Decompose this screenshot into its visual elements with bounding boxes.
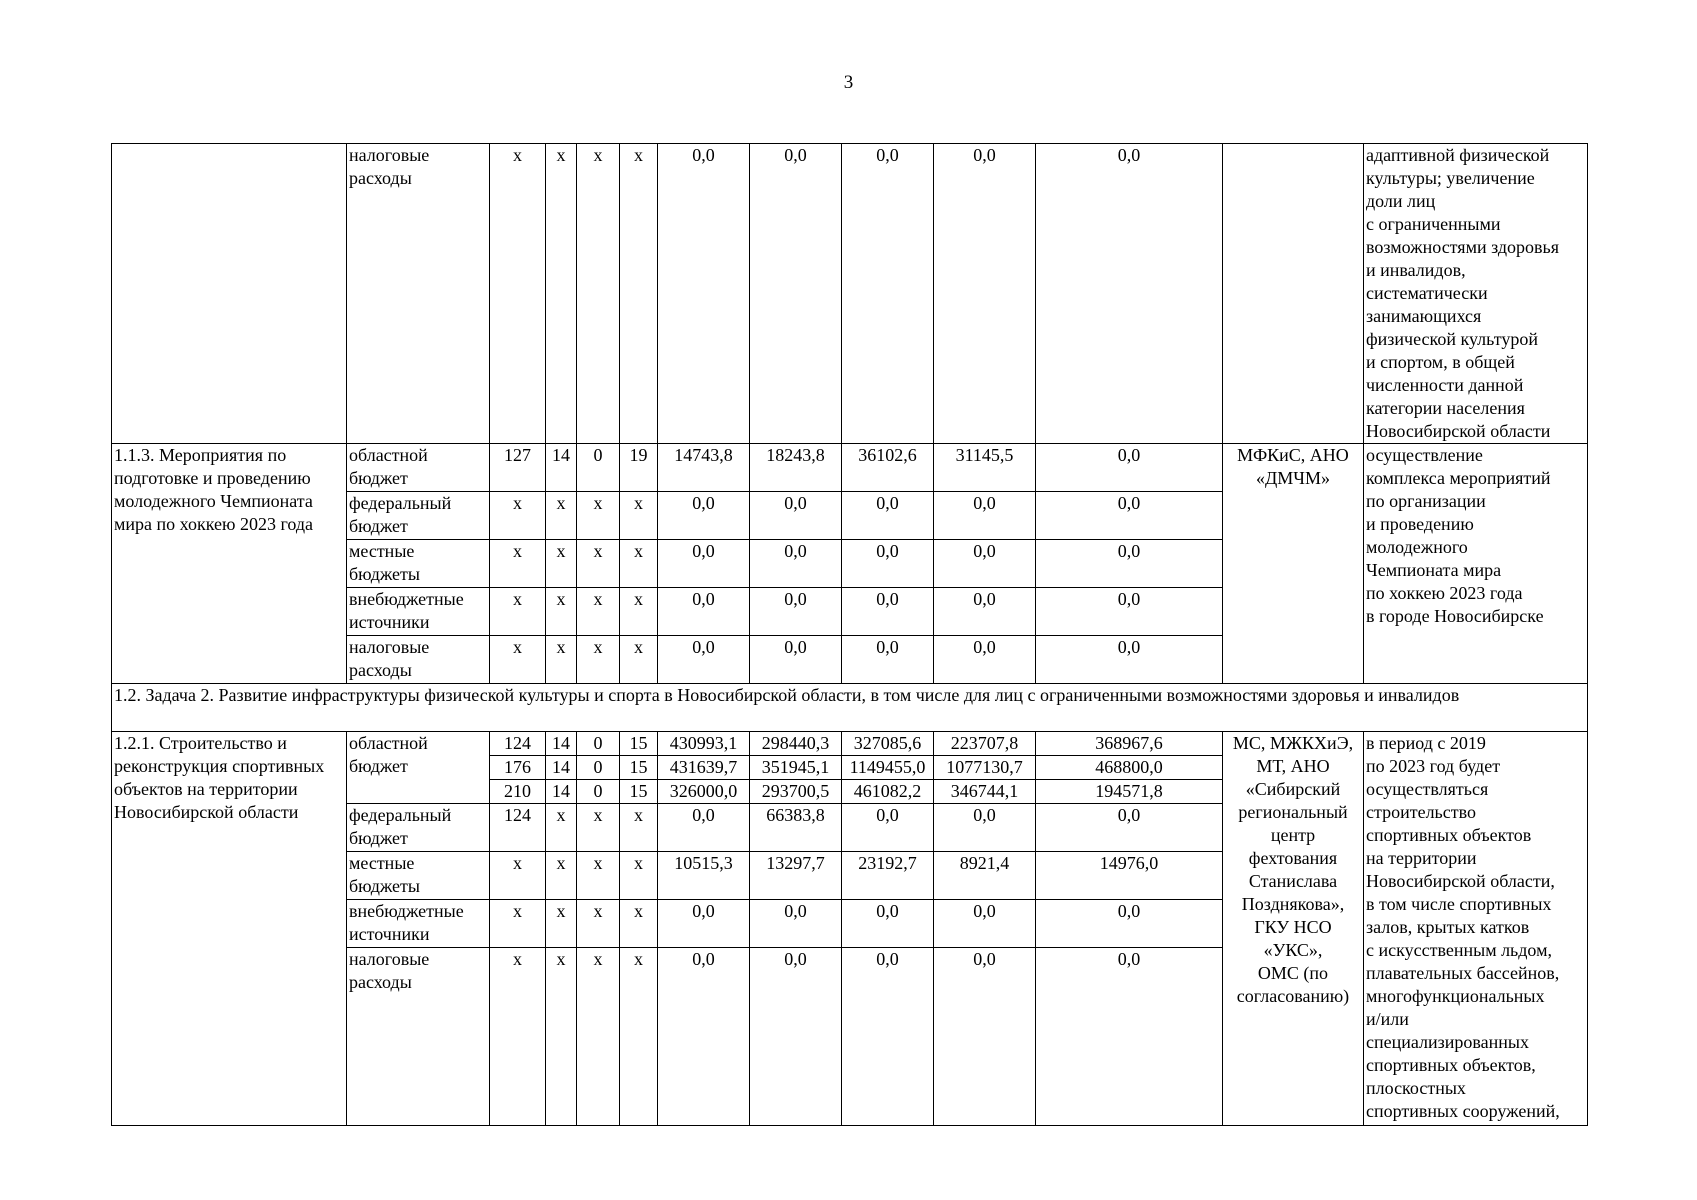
value-cell: 0,0 <box>842 636 934 684</box>
funding-source-cell: областной бюджет <box>347 732 490 804</box>
code-cell: 0 <box>577 756 620 780</box>
value-cell: 1149455,0 <box>842 756 934 780</box>
value-cell: 223707,8 <box>934 732 1036 756</box>
value-cell: 18243,8 <box>750 444 842 492</box>
value-cell: 0,0 <box>750 144 842 444</box>
code-cell: 15 <box>620 756 658 780</box>
funding-source-cell: налоговые расходы <box>347 948 490 1126</box>
code-cell: 127 <box>490 444 546 492</box>
code-cell: 14 <box>546 444 577 492</box>
value-cell: 0,0 <box>934 588 1036 636</box>
code-cell: х <box>490 852 546 900</box>
value-cell: 23192,7 <box>842 852 934 900</box>
table-body <box>112 144 1588 1126</box>
value-cell: 0,0 <box>934 948 1036 1126</box>
funding-source-cell: внебюджетные источники <box>347 588 490 636</box>
code-cell: х <box>577 492 620 540</box>
executor-line: Станислава <box>1248 871 1338 891</box>
value-cell: 0,0 <box>658 900 750 948</box>
expected-result-line: Новосибирской области, <box>1366 871 1555 891</box>
expected-result-line: плоскостных <box>1366 1078 1466 1098</box>
expected-result-line: возможностями здоровья <box>1366 237 1560 257</box>
code-cell: х <box>620 588 658 636</box>
expected-result-line: численности данной <box>1366 375 1524 395</box>
code-cell: х <box>620 492 658 540</box>
expected-result-line: по 2023 год будет <box>1366 756 1501 776</box>
value-cell: 14976,0 <box>1036 852 1223 900</box>
code-cell: 210 <box>490 780 546 804</box>
code-cell: х <box>490 900 546 948</box>
funding-source-cell: местные бюджеты <box>347 540 490 588</box>
code-cell: х <box>546 540 577 588</box>
value-cell: 0,0 <box>1036 900 1223 948</box>
value-cell: 13297,7 <box>750 852 842 900</box>
value-cell: 0,0 <box>934 636 1036 684</box>
code-cell: х <box>546 492 577 540</box>
value-cell: 0,0 <box>658 540 750 588</box>
executor-line: ГКУ НСО <box>1254 917 1332 937</box>
code-cell: х <box>620 540 658 588</box>
expected-result-line: комплекса мероприятий <box>1366 468 1551 488</box>
funding-source-cell: федеральный бюджет <box>347 804 490 852</box>
expected-result-line: с искусственным льдом, <box>1366 940 1552 960</box>
table-row <box>112 144 1588 444</box>
value-cell: 14743,8 <box>658 444 750 492</box>
code-cell: х <box>577 540 620 588</box>
expected-result-line: специализированных <box>1366 1032 1529 1052</box>
executor-line: ОМС (по <box>1257 963 1329 983</box>
expected-result-line: спортивных объектов <box>1366 825 1532 845</box>
table-row <box>112 444 1588 492</box>
executor-line: региональный <box>1238 802 1348 822</box>
value-cell: 351945,1 <box>750 756 842 780</box>
code-cell: х <box>620 852 658 900</box>
value-cell: 0,0 <box>842 804 934 852</box>
code-cell: х <box>577 144 620 444</box>
expected-result-line: на территории <box>1366 848 1477 868</box>
executor-cell <box>1223 732 1364 1126</box>
code-cell: х <box>490 144 546 444</box>
executor-line: согласованию) <box>1236 986 1350 1006</box>
value-cell: 298440,3 <box>750 732 842 756</box>
expected-result-line: и спортом, в общей <box>1366 352 1515 372</box>
value-cell: 0,0 <box>658 636 750 684</box>
value-cell: 0,0 <box>658 804 750 852</box>
value-cell: 468800,0 <box>1036 756 1223 780</box>
value-cell: 0,0 <box>934 492 1036 540</box>
value-cell: 8921,4 <box>934 852 1036 900</box>
code-cell: х <box>620 900 658 948</box>
expected-result-line: в городе Новосибирске <box>1366 606 1544 626</box>
value-cell: 0,0 <box>1036 540 1223 588</box>
expected-result-line: с ограниченными <box>1366 214 1501 234</box>
value-cell: 0,0 <box>1036 492 1223 540</box>
event-name-cell <box>112 144 347 444</box>
value-cell: 0,0 <box>842 900 934 948</box>
executor-line: «УКС», <box>1263 940 1323 960</box>
funding-source-cell: внебюджетные источники <box>347 900 490 948</box>
code-cell: х <box>620 144 658 444</box>
code-cell: х <box>546 588 577 636</box>
value-cell: 0,0 <box>750 900 842 948</box>
value-cell: 1077130,7 <box>934 756 1036 780</box>
code-cell: 14 <box>546 780 577 804</box>
code-cell: 15 <box>620 732 658 756</box>
executor-line: центр <box>1270 825 1316 845</box>
code-cell: 0 <box>577 732 620 756</box>
code-cell: х <box>490 492 546 540</box>
expected-result-line: адаптивной физической <box>1366 145 1550 165</box>
code-cell: х <box>620 948 658 1126</box>
expected-result-line: в том числе спортивных <box>1366 894 1552 914</box>
expected-result-cell <box>1364 144 1588 444</box>
expected-result-line: плавательных бассейнов, <box>1366 963 1560 983</box>
expected-result-line: занимающихся <box>1366 306 1482 326</box>
code-cell: х <box>490 540 546 588</box>
value-cell: 0,0 <box>1036 948 1223 1126</box>
section-title: 1.2. Задача 2. Развитие инфраструктуры физической культуры и спорта в Новосибирской области, в том числе для лиц с ограниченными возможностями здоровья и инвалидов <box>112 684 1588 732</box>
value-cell: 0,0 <box>842 588 934 636</box>
executor-line: МС, МЖКХиЭ, <box>1232 733 1354 753</box>
expected-result-line: культуры; увеличение <box>1366 168 1535 188</box>
executor-line: МФКиС, АНО <box>1237 445 1349 465</box>
code-cell: х <box>546 144 577 444</box>
expected-result-line: Чемпионата мира <box>1366 560 1502 580</box>
code-cell: 0 <box>577 780 620 804</box>
executor-line: «ДМЧМ» <box>1256 468 1330 488</box>
value-cell: 0,0 <box>934 804 1036 852</box>
code-cell: 176 <box>490 756 546 780</box>
expected-result-line: и инвалидов, <box>1366 260 1466 280</box>
value-cell: 0,0 <box>842 948 934 1126</box>
code-cell: х <box>577 948 620 1126</box>
funding-source-cell: налоговые расходы <box>347 144 490 444</box>
value-cell: 0,0 <box>750 492 842 540</box>
event-name-cell: 1.2.1. Строительство и реконструкция спортивных объектов на территории Новосибирской области <box>112 732 347 1126</box>
executor-line: фехтования <box>1248 848 1338 868</box>
value-cell: 194571,8 <box>1036 780 1223 804</box>
code-cell: х <box>490 588 546 636</box>
funding-source-cell: налоговые расходы <box>347 636 490 684</box>
expected-result-line: спортивных сооружений, <box>1366 1101 1560 1121</box>
value-cell: 0,0 <box>658 588 750 636</box>
value-cell: 31145,5 <box>934 444 1036 492</box>
code-cell: х <box>577 804 620 852</box>
expected-result-line: физической культурой <box>1366 329 1538 349</box>
expected-result-line: в период с 2019 <box>1366 733 1486 753</box>
code-cell: х <box>577 900 620 948</box>
value-cell: 0,0 <box>1036 144 1223 444</box>
value-cell: 0,0 <box>658 948 750 1126</box>
value-cell: 0,0 <box>1036 804 1223 852</box>
executor-line: МТ, АНО <box>1256 756 1330 776</box>
expected-result-line: строительство <box>1366 802 1476 822</box>
code-cell: х <box>490 636 546 684</box>
page-number: 3 <box>843 72 854 93</box>
code-cell: 14 <box>546 756 577 780</box>
budget-table <box>111 143 1588 1126</box>
expected-result-line: и проведению <box>1366 514 1474 534</box>
value-cell: 0,0 <box>658 492 750 540</box>
expected-result-line: по организации <box>1366 491 1486 511</box>
code-cell: х <box>546 636 577 684</box>
code-cell: х <box>546 852 577 900</box>
funding-source-cell: местные бюджеты <box>347 852 490 900</box>
code-cell: 14 <box>546 732 577 756</box>
value-cell: 0,0 <box>842 492 934 540</box>
event-name-cell: 1.1.3. Мероприятия по подготовке и проведению молодежного Чемпионата мира по хоккею 2023 года <box>112 444 347 684</box>
value-cell: 0,0 <box>750 636 842 684</box>
table-row <box>112 732 1588 756</box>
executor-cell <box>1223 144 1364 444</box>
expected-result-line: многофункциональных <box>1366 986 1545 1006</box>
value-cell: 0,0 <box>658 144 750 444</box>
executor-line: «Сибирский <box>1245 779 1341 799</box>
expected-result-line: систематически <box>1366 283 1488 303</box>
value-cell: 0,0 <box>750 948 842 1126</box>
value-cell: 326000,0 <box>658 780 750 804</box>
value-cell: 0,0 <box>934 540 1036 588</box>
code-cell: х <box>490 948 546 1126</box>
code-cell: х <box>620 636 658 684</box>
code-cell: х <box>546 900 577 948</box>
value-cell: 0,0 <box>1036 588 1223 636</box>
value-cell: 327085,6 <box>842 732 934 756</box>
expected-result-line: спортивных объектов, <box>1366 1055 1536 1075</box>
expected-result-line: осуществляться <box>1366 779 1489 799</box>
expected-result-line: и/или <box>1366 1009 1409 1029</box>
value-cell: 0,0 <box>750 588 842 636</box>
value-cell: 0,0 <box>750 540 842 588</box>
funding-source-cell: федеральный бюджет <box>347 492 490 540</box>
value-cell: 0,0 <box>934 900 1036 948</box>
executor-line: Позднякова», <box>1241 894 1345 914</box>
value-cell: 36102,6 <box>842 444 934 492</box>
value-cell: 430993,1 <box>658 732 750 756</box>
code-cell: 19 <box>620 444 658 492</box>
code-cell: х <box>577 852 620 900</box>
expected-result-line: залов, крытых катков <box>1366 917 1530 937</box>
value-cell: 10515,3 <box>658 852 750 900</box>
expected-result-line: молодежного <box>1366 537 1468 557</box>
funding-source-cell: областной бюджет <box>347 444 490 492</box>
code-cell: х <box>620 804 658 852</box>
value-cell: 0,0 <box>1036 444 1223 492</box>
code-cell: 124 <box>490 732 546 756</box>
value-cell: 0,0 <box>1036 636 1223 684</box>
value-cell: 0,0 <box>842 540 934 588</box>
code-cell: 0 <box>577 444 620 492</box>
value-cell: 368967,6 <box>1036 732 1223 756</box>
value-cell: 0,0 <box>842 144 934 444</box>
expected-result-cell <box>1364 444 1588 684</box>
expected-result-cell <box>1364 732 1588 1126</box>
value-cell: 461082,2 <box>842 780 934 804</box>
value-cell: 66383,8 <box>750 804 842 852</box>
expected-result-line: доли лиц <box>1366 191 1436 211</box>
expected-result-line: категории населения <box>1366 398 1525 418</box>
expected-result-line: Новосибирской области <box>1366 421 1551 441</box>
value-cell: 293700,5 <box>750 780 842 804</box>
value-cell: 431639,7 <box>658 756 750 780</box>
code-cell: 15 <box>620 780 658 804</box>
code-cell: х <box>546 804 577 852</box>
expected-result-line: по хоккею 2023 года <box>1366 583 1523 603</box>
code-cell: х <box>546 948 577 1126</box>
value-cell: 346744,1 <box>934 780 1036 804</box>
expected-result-line: осуществление <box>1366 445 1483 465</box>
code-cell: 124 <box>490 804 546 852</box>
executor-cell <box>1223 444 1364 684</box>
section-row <box>112 684 1588 732</box>
code-cell: х <box>577 636 620 684</box>
value-cell: 0,0 <box>934 144 1036 444</box>
code-cell: х <box>577 588 620 636</box>
